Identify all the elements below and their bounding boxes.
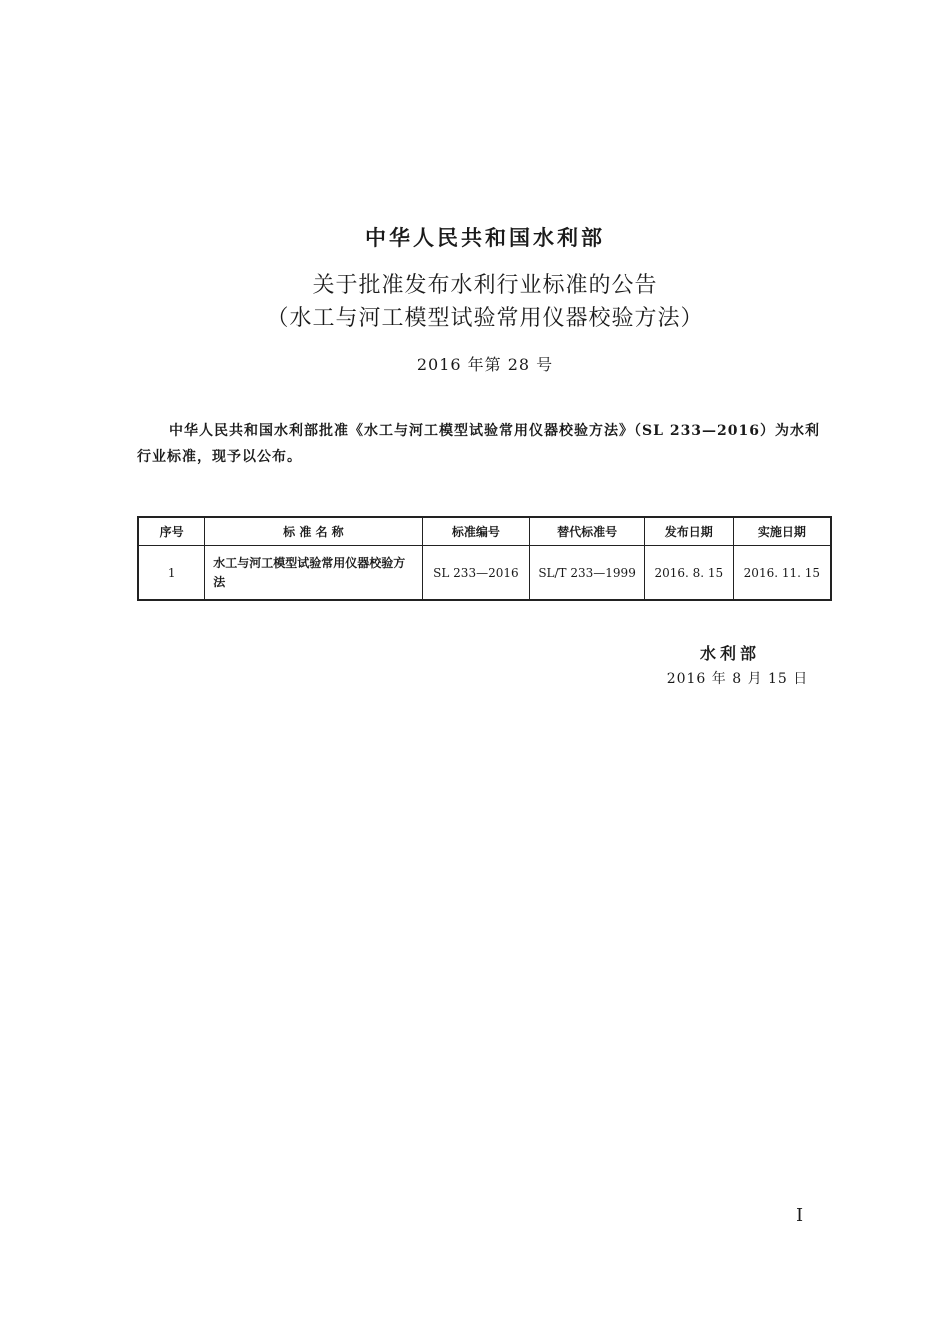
- cell-name: 水工与河工模型试验常用仪器校验方法: [205, 546, 422, 601]
- cell-code: SL 233—2016: [422, 546, 530, 601]
- cell-publish-date: 2016. 8. 15: [644, 546, 733, 601]
- header-index: 序号: [138, 517, 205, 546]
- issuer-heading: 中华人民共和国水利部: [365, 225, 605, 250]
- header-code: 标准编号: [422, 517, 530, 546]
- cell-replaces: SL/T 233—1999: [530, 546, 645, 601]
- cell-effective-date: 2016. 11. 15: [733, 546, 831, 601]
- table-row: [138, 546, 831, 601]
- notice-body: 中华人民共和国水利部批准《水工与河工模型试验常用仪器校验方法》（SL 233—2016）为水利行业标准，现予以公布。: [137, 423, 821, 465]
- cell-index: 1: [138, 546, 205, 601]
- document-number: 2016 年第 28 号: [416, 355, 554, 374]
- signature-date: 2016 年 8 月 15 日: [666, 671, 809, 687]
- signature-org: 水利部: [699, 644, 760, 663]
- notice-title: 关于批准发布水利行业标准的公告: [312, 273, 658, 298]
- header-name: 标 准 名 称: [205, 517, 422, 546]
- table-header-row: [138, 517, 831, 546]
- standards-table: [137, 516, 832, 601]
- header-publish-date: 发布日期: [644, 517, 733, 546]
- page-number: I: [796, 1205, 804, 1226]
- header-effective-date: 实施日期: [733, 517, 831, 546]
- header-replaces: 替代标准号: [530, 517, 645, 546]
- notice-subtitle: （水工与河工模型试验常用仪器校验方法）: [266, 306, 704, 331]
